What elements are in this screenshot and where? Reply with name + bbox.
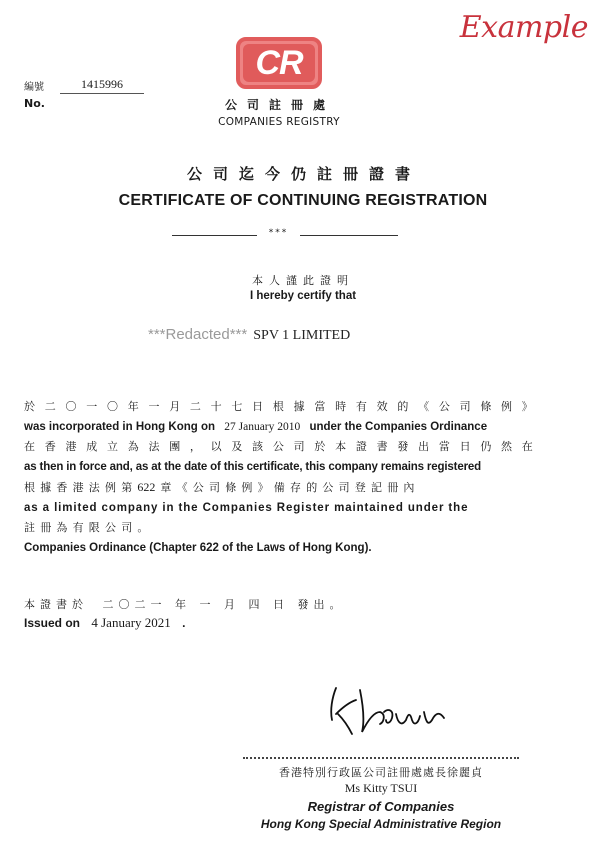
body-line-cn-1: 於二〇一〇年一月二十七日根據當時有效的《公司條例》 bbox=[24, 400, 538, 413]
issued-label: Issued on bbox=[24, 616, 81, 630]
issued-date: 4 January 2021 bbox=[91, 615, 171, 630]
registrar-region: Hong Kong Special Administrative Region bbox=[260, 817, 502, 831]
company-name-line bbox=[148, 326, 350, 344]
certificate-body bbox=[24, 397, 538, 558]
issued-date-cn: 二〇二一 年 一 月 四 日 bbox=[102, 598, 289, 611]
registrar-title-en: Registrar of Companies bbox=[307, 799, 455, 814]
cr-logo bbox=[236, 37, 322, 89]
title-rule-left bbox=[172, 235, 257, 236]
body-en1-part-a: was incorporated in Hong Kong on bbox=[24, 421, 216, 433]
signature-dotted-line bbox=[243, 757, 519, 759]
body-cn3-part-a: 根據香港法例第 bbox=[24, 481, 138, 494]
body-en1-part-b: under the Companies Ordinance bbox=[309, 421, 488, 433]
cert-number-label-cn: 編號 bbox=[24, 82, 44, 93]
cert-number-label-en: No. bbox=[24, 97, 45, 110]
certificate-title-en: CERTIFICATE OF CONTINUING REGISTRATION bbox=[118, 192, 488, 209]
redacted-text: ***Redacted*** bbox=[148, 326, 248, 343]
body-line-en-4: Companies Ordinance (Chapter 622 of the Laws of Hong Kong). bbox=[24, 542, 372, 554]
body-line-cn-2: 在香港成立為法團，以及該公司於本證書發出當日仍然在 bbox=[24, 440, 538, 453]
body-line-en-1 bbox=[24, 417, 538, 437]
body-line-en-3: as a limited company in the Companies Register maintained under the bbox=[24, 502, 469, 514]
cert-number-value: 1415996 bbox=[81, 77, 123, 91]
cert-number-underline bbox=[60, 93, 144, 94]
body-line-cn-3 bbox=[24, 477, 538, 498]
incorporation-date: 27 January 2010 bbox=[224, 421, 301, 433]
issued-cn-part-a: 本證書於 bbox=[24, 598, 88, 611]
body-cn3-part-b: 章《公司條例》備存的公司登記冊內 bbox=[160, 481, 420, 494]
body-line-cn-4: 註冊為有限公司。 bbox=[24, 521, 154, 534]
title-rule-right bbox=[300, 235, 398, 236]
registrar-signature bbox=[320, 680, 460, 740]
certificate-title-cn: 公司迄今仍註冊證書 bbox=[186, 165, 421, 183]
body-line-en-2: as then in force and, as at the date of this certificate, this company remains registered bbox=[24, 461, 482, 473]
certify-statement-en: I hereby certify that bbox=[249, 290, 357, 302]
title-separator-stars: *** bbox=[268, 228, 289, 238]
company-name: SPV 1 LIMITED bbox=[253, 328, 351, 343]
cr-logo-text: CR bbox=[255, 44, 303, 82]
chapter-number: 622 bbox=[137, 480, 156, 494]
registrar-title-cn: 香港特別行政區公司註冊處處長徐麗貞 bbox=[279, 766, 483, 779]
registry-name-en: COMPANIES REGISTRY bbox=[218, 116, 340, 128]
issued-period: . bbox=[182, 616, 186, 630]
registrar-name: Ms Kitty TSUI bbox=[344, 781, 418, 795]
issued-line-en bbox=[24, 615, 185, 631]
issued-line-cn bbox=[24, 596, 345, 612]
example-watermark: Example bbox=[459, 10, 588, 45]
registry-name-cn: 公司註冊處 bbox=[224, 98, 335, 112]
issued-cn-part-b: 發出。 bbox=[297, 598, 346, 611]
certify-statement-cn: 本人謹此證明 bbox=[252, 274, 354, 287]
